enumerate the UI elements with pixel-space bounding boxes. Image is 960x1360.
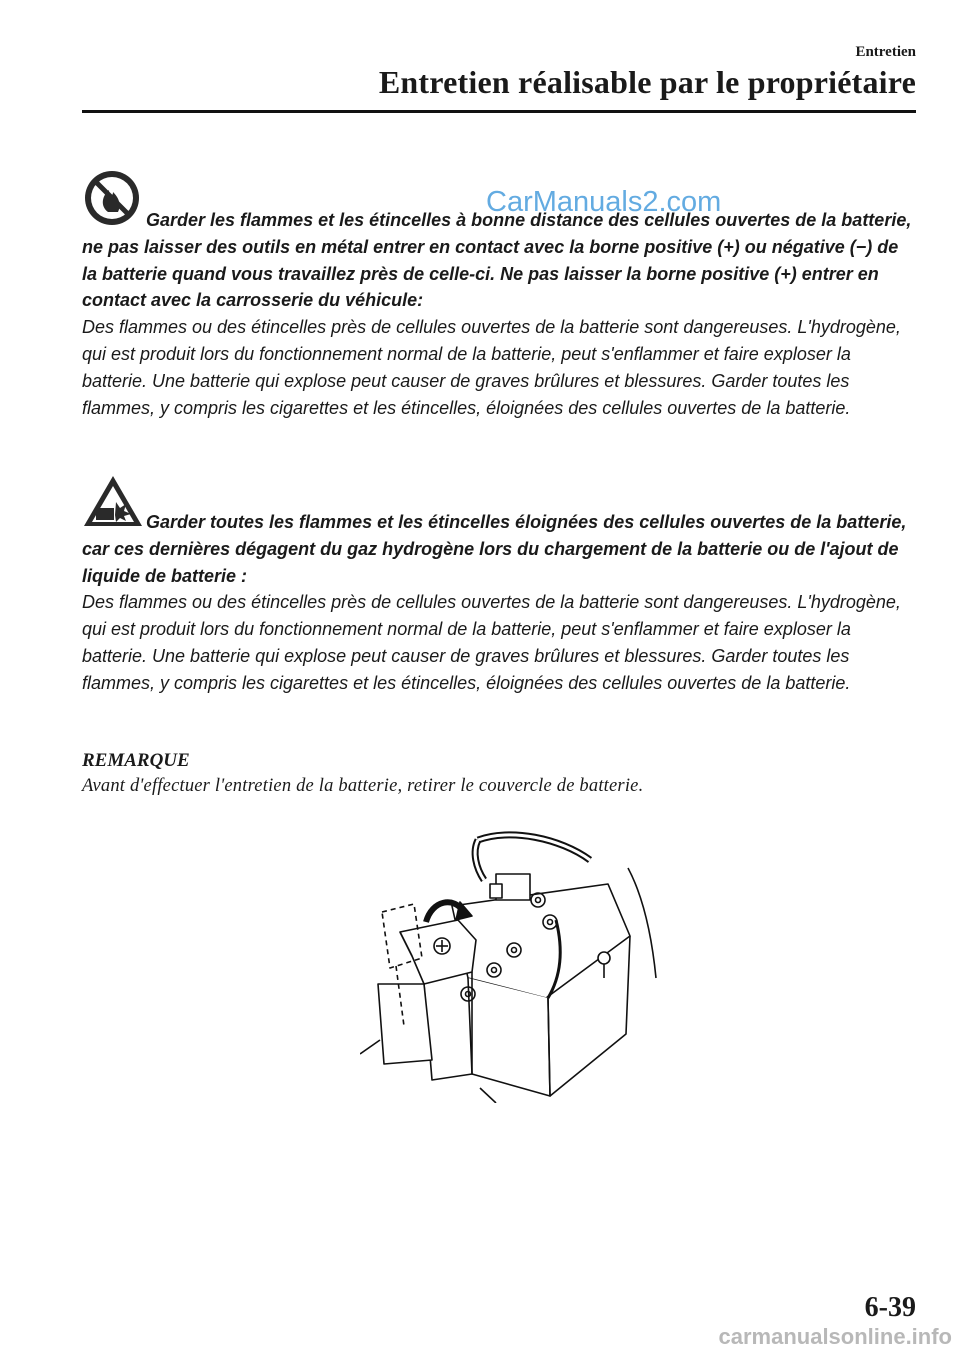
- footer-watermark: carmanualsonline.info: [718, 1324, 952, 1349]
- page-number: 6-39: [864, 1292, 916, 1323]
- warning-text: Des flammes ou des étincelles près de cellules ouvertes de la batterie sont dangereuses. L'hydrogène, qui est produit lors du fonctionnement normal de la batterie, peut s'enflammer et faire exploser la batterie. Une batterie qui explose peut causer de graves brûlures et blessures. Garder toutes les flammes, y compris les cigarettes et les étincelles, éloignées des cellules ouvertes de la batterie.: [82, 592, 901, 693]
- warning-title: Garder les flammes et les étincelles à bonne distance des cellules ouvertes de la batterie, ne pas laisser des outils en métal entrer en contact avec la borne positive (+) ou négative (−) de la batterie quand vous travaillez près de celle-ci. Ne pas laisser la borne positive (+) entrer en contact avec la carrosserie du véhicule:: [82, 210, 912, 311]
- page-title: Entretien réalisable par le propriétaire: [378, 64, 916, 100]
- watermark: CarManuals2.com: [486, 186, 722, 218]
- no-flame-icon: [82, 170, 144, 234]
- warning-title: Garder toutes les flammes et les étincelles éloignées des cellules ouvertes de la batterie, car ces dernières dégagent du gaz hydrogène lors du chargement de la batterie ou de l'ajout de liquide de batterie :: [82, 512, 907, 586]
- warning-text: Des flammes ou des étincelles près de cellules ouvertes de la batterie sont dangereuses. L'hydrogène, qui est produit lors du fonctionnement normal de la batterie, peut s'enflammer et faire exploser la batterie. Une batterie qui explose peut causer de graves brûlures et blessures. Garder toutes les flammes, y compris les cigarettes et les étincelles, éloignées des cellules ouvertes de la batterie.: [82, 317, 901, 418]
- warning-block-hydrogen: [82, 474, 916, 697]
- note-label: REMARQUE: [82, 750, 190, 771]
- note-text: Avant d'effectuer l'entretien de la batterie, retirer le couvercle de batterie.: [82, 776, 644, 796]
- explosion-warning-icon: [82, 474, 144, 536]
- battery-cover-illustration: [360, 828, 660, 1108]
- header-divider: [82, 110, 916, 113]
- section-name: Entretien: [855, 44, 916, 60]
